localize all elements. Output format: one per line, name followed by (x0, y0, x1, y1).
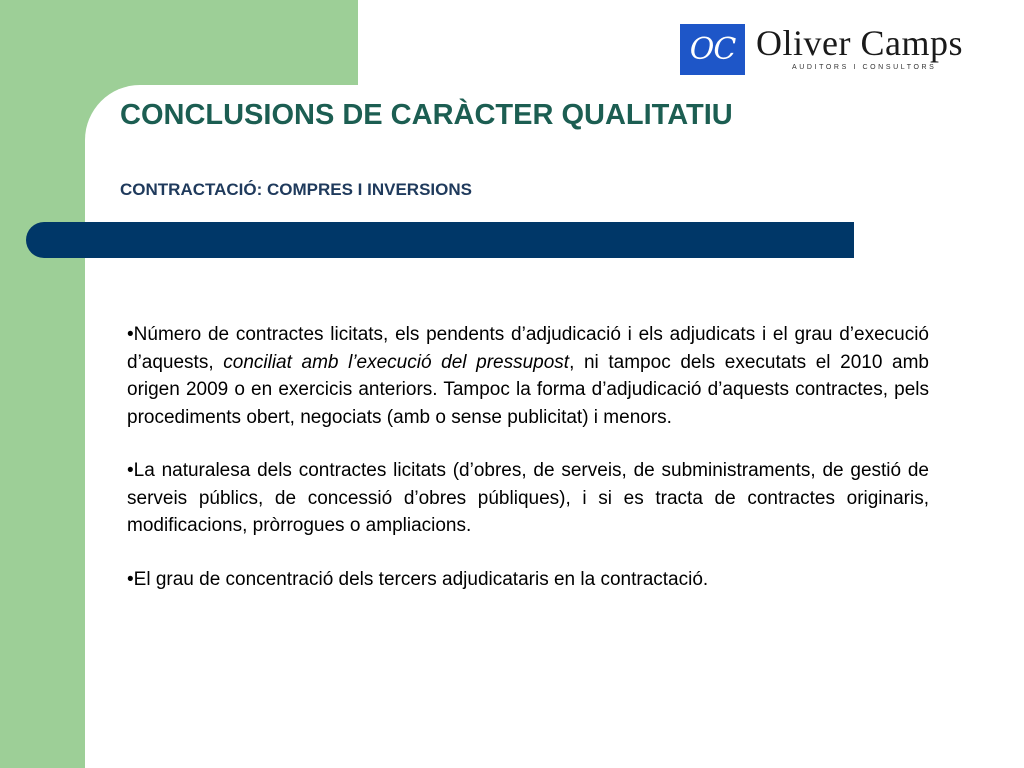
bullet-text: , ni tampoc dels executats el 2010 amb origen 2009 o en exercicis anteriors. Tampoc la forma d’adjudicació d’aquests contractes, pels procediments obert, negociats (amb o sense publicitat) i menors. (127, 351, 929, 428)
company-logo (680, 24, 970, 76)
logo-tagline: AUDITORS I CONSULTORS (792, 64, 937, 71)
decorative-blue-bar (26, 222, 854, 258)
slide-title: CONCLUSIONS DE CARÀCTER QUALITATIU (120, 99, 733, 131)
bullet-text: •Número de contractes licitats, els pendents d’adjudicació i els adjudicats i el grau d’execució d’aquests, (127, 324, 929, 373)
bullet-item-contract-nature: •La naturalesa dels contractes licitats (d’obres, de serveis, de subministraments, de gestió de serveis públics, de concessió d’obres públiques), i si es tracta de contractes originaris, modificacions, pròrrogues o ampliacions. (127, 460, 929, 536)
logo-name: Oliver Camps (756, 23, 963, 63)
bullet-text-italic: conciliat amb l’execució del pressupost (223, 351, 570, 373)
slide-subtitle: CONTRACTACIÓ: COMPRES I INVERSIONS (120, 180, 472, 199)
logo-mark: OC (680, 24, 745, 75)
bullet-item-concentration: •El grau de concentració dels tercers adjudicataris en la contractació. (127, 568, 709, 590)
bullet-item-contract-count (127, 321, 929, 431)
bullet-list (127, 321, 929, 619)
